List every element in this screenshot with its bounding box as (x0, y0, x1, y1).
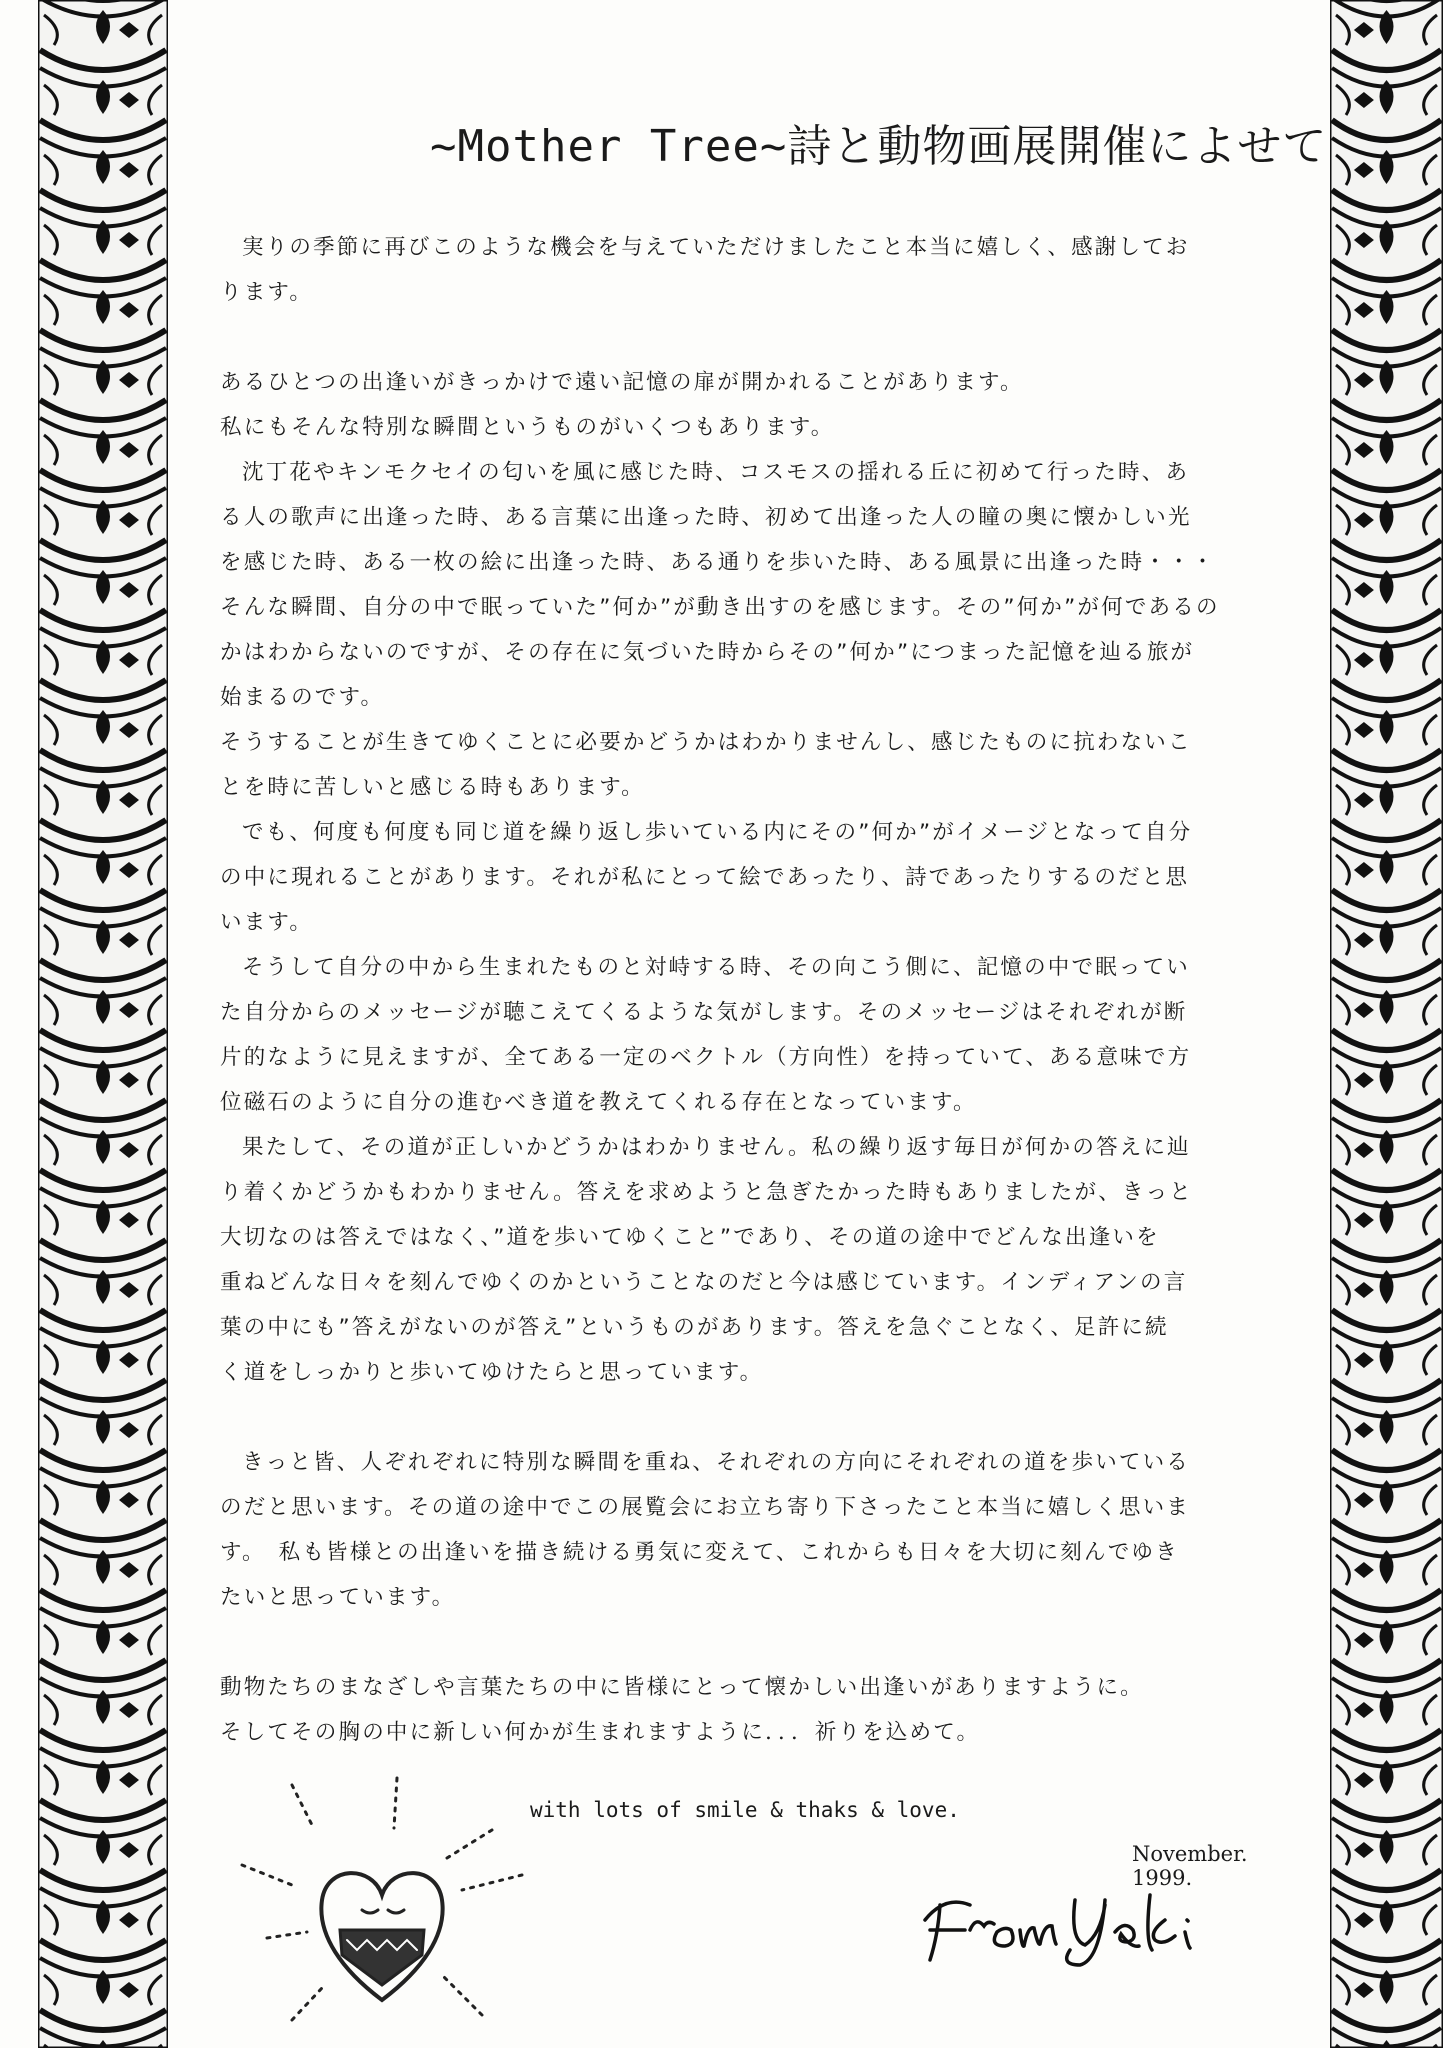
document-page (220, 0, 1328, 2048)
text-line: 動物たちのまなざしや言葉たちの中に皆様にとって懐かしい出逢いがありますように。 (220, 1675, 1144, 1700)
paragraph (220, 1665, 1310, 1755)
text-line: でも、何度も何度も同じ道を繰り返し歩いている内にその”何か”がイメージとなって自分 (242, 820, 1193, 845)
paragraph (220, 450, 1310, 585)
text-line: 私にもそんな特別な瞬間というものがいくつもあります。 (220, 415, 835, 440)
text-line: そんな瞬間、自分の中で眠っていた”何か”が動き出すのを感じます。その”何か”が何であるの (220, 595, 1220, 620)
paragraph-spacer (220, 1620, 1310, 1665)
text-line: のだと思います。その道の途中でこの展覧会にお立ち寄り下さったこと本当に嬉しく思いま (220, 1495, 1190, 1520)
text-line: そうして自分の中から生まれたものと対峙する時、その向こう側に、記憶の中で眠ってい (242, 955, 1191, 980)
paragraph (220, 360, 1310, 405)
text-line: を感じた時、ある一枚の絵に出逢った時、ある通りを歩いた時、ある風景に出逢った時・・・ (220, 550, 1216, 575)
paragraph (220, 810, 1310, 945)
text-line: た自分からのメッセージが聴こえてくるような気がします。そのメッセージはそれぞれが断 (220, 1000, 1188, 1025)
text-line: 片的なように見えますが、全てある一定のベクトル（方向性）を持っていて、ある意味で方 (220, 1045, 1192, 1070)
text-line: 実りの季節に再びこのような機会を与えていただけましたこと本当に嬉しく、感謝してお (242, 235, 1190, 260)
paragraph-spacer (220, 1395, 1310, 1440)
document-body (220, 225, 1310, 1755)
paragraph (220, 225, 1310, 315)
signature (915, 1860, 1215, 1980)
decorative-border-right (1330, 0, 1443, 2048)
text-line: そしてその胸の中に新しい何かが生まれますように．．．祈りを込めて。 (220, 1720, 981, 1745)
text-line: 始まるのです。 (220, 685, 385, 710)
text-line: とを時に苦しいと感じる時もあります。 (220, 775, 645, 800)
paragraph-spacer (220, 315, 1310, 360)
text-line: かはわからないのですが、その存在に気づいた時からその”何か”につまった記憶を辿る旅が (220, 640, 1195, 665)
text-line: 重ねどんな日々を刻んでゆくのかということなのだと今は感じています。インディアンの言 (220, 1270, 1188, 1295)
text-line: たいと思っています。 (220, 1585, 456, 1610)
ornamental-pattern (38, 0, 168, 2048)
text-line: り着くかどうかもわかりません。答えを求めようと急ぎたかった時もありましたが、きっと (220, 1180, 1193, 1205)
text-line: きっと皆、人ぞれぞれに特別な瞬間を重ね、それぞれの方向にそれぞれの道を歩いている (242, 1450, 1191, 1475)
text-line: 果たして、その道が正しいかどうかはわかりません。私の繰り返す毎日が何かの答えに辿 (242, 1135, 1191, 1160)
document-title: ~Mother Tree~詩と動物画展開催によせて (430, 121, 1328, 172)
paragraph (220, 405, 1310, 450)
text-line: 位磁石のように自分の進むべき道を教えてくれる存在となっています。 (220, 1090, 977, 1115)
text-line: 葉の中にも”答えがないのが答え”というものがあります。答えを急ぐことなく、足許に続 (220, 1315, 1169, 1340)
text-line: す。 私も皆様との出逢いを描き続ける勇気に変えて、これからも日々を大切に刻んでゆき (220, 1540, 1179, 1565)
text-line: 大切なのは答えではなく、”道を歩いてゆくこと”であり、その道の途中でどんな出逢いを (220, 1225, 1160, 1250)
text-line: います。 (220, 910, 314, 935)
ornamental-pattern (1330, 0, 1443, 2048)
paragraph (220, 1125, 1310, 1395)
paragraph (220, 945, 1310, 1125)
paragraph (220, 720, 1310, 810)
text-line: の中に現れることがあります。それが私にとって絵であったり、詩であったりするのだと思 (220, 865, 1190, 890)
signoff-line: with lots of smile & thaks & love. (530, 1798, 960, 1822)
text-line: 沈丁花やキンモクセイの匂いを風に感じた時、コスモスの揺れる丘に初めて行った時、あ (242, 460, 1190, 485)
text-line: く道をしっかりと歩いてゆけたらと思っています。 (220, 1360, 764, 1385)
text-line: そうすることが生きてゆくことに必要かどうかはわかりませんし、感じたものに抗わないこ (220, 730, 1192, 755)
heart-drawing (222, 1770, 532, 2040)
text-line: る人の歌声に出逢った時、ある言葉に出逢った時、初めて出逢った人の瞳の奥に懐かしい光 (220, 505, 1192, 530)
date-line: November. 1999. (1132, 1842, 1248, 1890)
text-line: あるひとつの出逢いがきっかけで遠い記憶の扉が開かれることがあります。 (220, 370, 1024, 395)
text-line: ります。 (220, 280, 314, 305)
paragraph (220, 1440, 1310, 1620)
paragraph (220, 585, 1310, 720)
decorative-border-left (38, 0, 168, 2048)
